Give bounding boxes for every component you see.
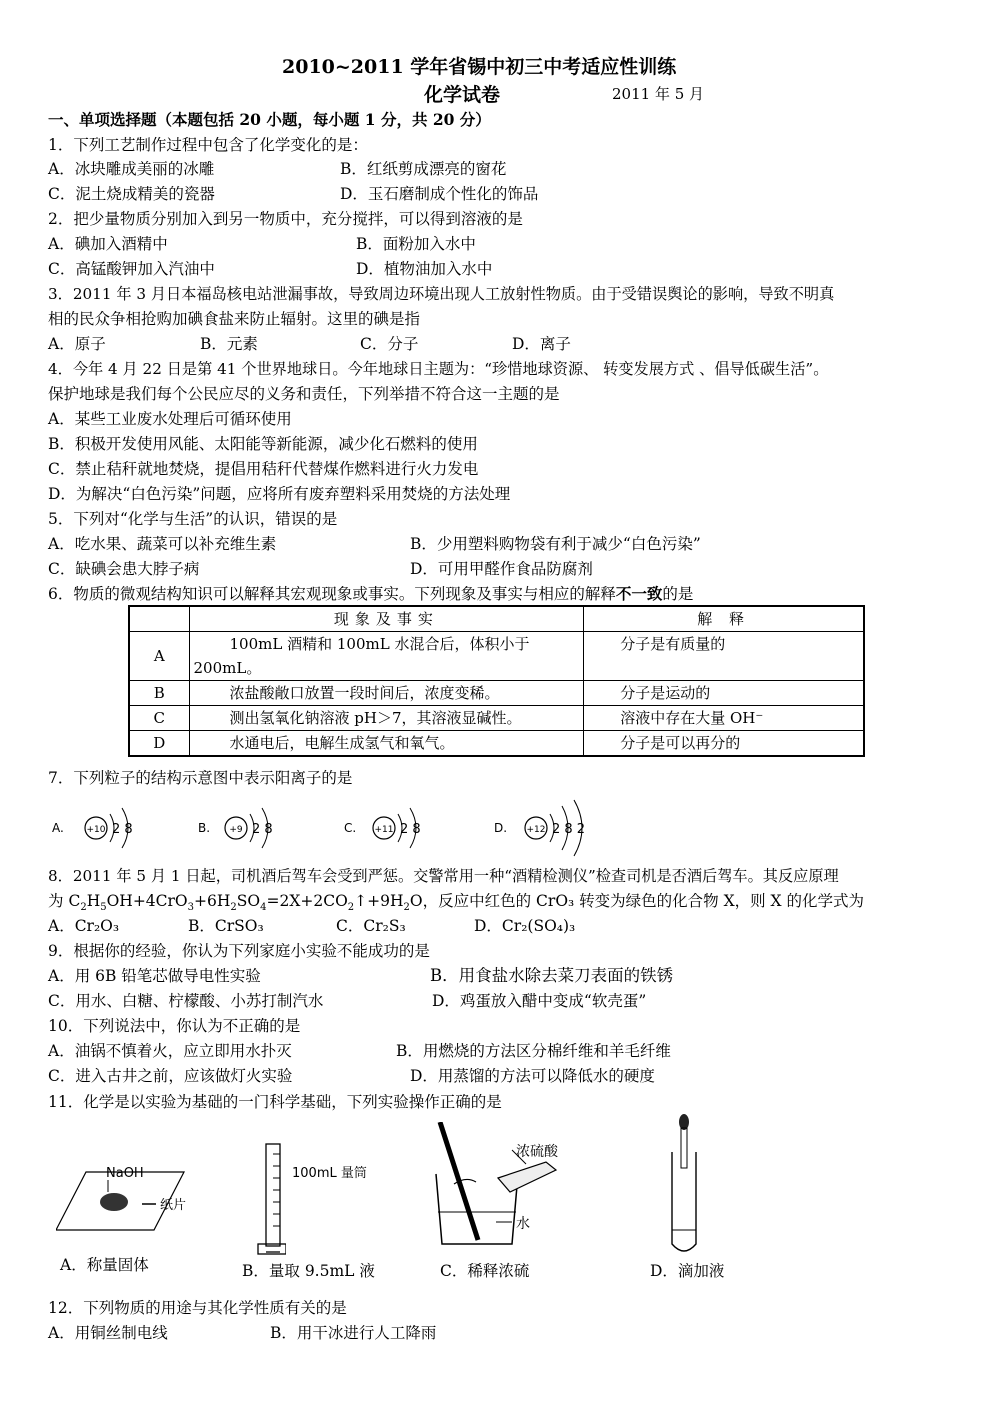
q12-option-b: B．用干冰进行人工降雨 bbox=[270, 1324, 437, 1342]
q11-naoh-label: NaOH bbox=[106, 1166, 144, 1181]
q3-option-d: D．离子 bbox=[512, 335, 571, 353]
q11-water-label: 水 bbox=[516, 1216, 530, 1232]
q1-option-d: D．玉石磨制成个性化的饰品 bbox=[340, 185, 539, 203]
q1-option-b: B．红纸剪成漂亮的窗花 bbox=[340, 160, 507, 178]
q6-stem bbox=[48, 584, 693, 604]
section-title: 一、单项选择题（本题包括 20 小题，每小题 1 分，共 20 分） bbox=[48, 110, 491, 129]
q8-option-d: D．Cr₂(SO₄)₃ bbox=[474, 917, 576, 935]
q10-option-d: D．用蒸馏的方法可以降低水的硬度 bbox=[410, 1067, 655, 1085]
q6-row-option: A bbox=[129, 632, 189, 681]
q3-stem-line1: 3．2011 年 3 月日本福岛核电站泄漏事故，导致周边环境出现人工放射性物质。由于受错误舆论的影响，导致不明真 bbox=[48, 285, 835, 303]
q11-option-b: B．量取 9.5mL 液 bbox=[242, 1262, 375, 1280]
acid-bottle bbox=[498, 1162, 556, 1192]
q7-option-b-charge: +9 bbox=[229, 825, 243, 835]
q11-option-d: D．滴加液 bbox=[650, 1262, 725, 1280]
q6-row-fact: 水通电后，电解生成氢气和氧气。 bbox=[189, 731, 584, 757]
q7-option-a-label: A. bbox=[52, 821, 64, 835]
q7-option-b-label: B. bbox=[198, 821, 211, 835]
q6-header-fact: 现象及事实 bbox=[189, 606, 584, 632]
q4-option-c: C．禁止秸秆就地焚烧，提倡用秸秆代替煤作燃料进行火力发电 bbox=[48, 460, 479, 478]
q7-option-c-charge: +11 bbox=[374, 825, 394, 835]
q11-figure-b-cylinder bbox=[256, 1140, 286, 1258]
q2-option-a: A．碘加入酒精中 bbox=[48, 235, 168, 253]
q7-atom-diagrams bbox=[40, 790, 620, 870]
q9-stem: 9．根据你的经验，你认为下列家庭小实验不能成功的是 bbox=[48, 942, 430, 960]
q6-row-d bbox=[129, 731, 864, 757]
q7-option-d-label: D. bbox=[494, 821, 508, 835]
q9-option-c: C．用水、白糖、柠檬酸、小苏打制汽水 bbox=[48, 992, 324, 1010]
q6-row-option: C bbox=[129, 706, 189, 731]
q10-option-b: B．用燃烧的方法区分棉纤维和羊毛纤维 bbox=[396, 1042, 671, 1060]
q11-option-a: A．称量固体 bbox=[60, 1256, 149, 1274]
q10-stem: 10．下列说法中，你认为不正确的是 bbox=[48, 1017, 301, 1035]
q11-acid-label: 浓硫酸 bbox=[516, 1144, 558, 1160]
q6-row-fact-line2: 200mL。 bbox=[193, 659, 262, 677]
q6-header-expl: 解 释 bbox=[584, 606, 864, 632]
q6-row-fact bbox=[189, 632, 584, 681]
q11-paper-label: 纸片 bbox=[160, 1198, 187, 1213]
q5-option-b: B．少用塑料购物袋有利于减少“白色污染” bbox=[410, 535, 701, 553]
title-line2: 化学试卷 bbox=[424, 84, 501, 106]
q4-stem-line1: 4．今年 4 月 22 日是第 41 个世界地球日。今年地球日主题为：“珍惜地球资源、 转变发展方式 、倡导低碳生活”。 bbox=[48, 360, 829, 378]
q3-option-b: B．元素 bbox=[200, 335, 258, 353]
q7-option-a-charge: +10 bbox=[86, 825, 106, 835]
q1-stem: 1．下列工艺制作过程中包含了化学变化的是： bbox=[48, 136, 368, 154]
q6-header-blank bbox=[129, 606, 189, 632]
q5-option-d: D．可用甲醛作食品防腐剂 bbox=[410, 560, 593, 578]
q11-stem: 11．化学是以实验为基础的一门科学基础，下列实验操作正确的是 bbox=[48, 1093, 502, 1111]
q6-row-expl: 分子是可以再分的 bbox=[584, 731, 864, 757]
q5-stem: 5．下列对“化学与生活”的认识，错误的是 bbox=[48, 510, 338, 528]
q6-row-expl: 溶液中存在大量 OH⁻ bbox=[584, 706, 864, 731]
q1-option-c: C．泥土烧成精美的瓷器 bbox=[48, 185, 215, 203]
q4-option-b: B．积极开发使用风能、太阳能等新能源，减少化石燃料的使用 bbox=[48, 435, 478, 453]
q2-option-d: D．植物油加入水中 bbox=[356, 260, 493, 278]
q6-stem-text: 6．物质的微观结构知识可以解释其宏观现象或事实。下列现象及事实与相应的解释 bbox=[48, 585, 616, 603]
q6-row-fact-line1: 100mL 酒精和 100mL 水混合后，体积小于 bbox=[229, 635, 530, 653]
q6-stem-emphasis: 不一致 bbox=[615, 584, 663, 603]
cylinder-body bbox=[266, 1144, 280, 1246]
dropper-tube bbox=[681, 1128, 687, 1168]
q6-row-option: B bbox=[129, 681, 189, 706]
q11-cylinder-label: 100mL 量筒 bbox=[292, 1166, 367, 1181]
q2-stem: 2．把少量物质分别加入到另一物质中，充分搅拌，可以得到溶液的是 bbox=[48, 210, 523, 228]
q9-option-a: A．用 6B 铅笔芯做导电性实验 bbox=[48, 967, 261, 985]
q7-option-c-electrons: 2 8 bbox=[400, 822, 421, 837]
q4-option-d: D．为解决“白色污染”问题，应将所有废弃塑料采用焚烧的方法处理 bbox=[48, 485, 511, 503]
q3-option-c: C．分子 bbox=[360, 335, 419, 353]
q5-option-c: C．缺碘会患大脖子病 bbox=[48, 560, 200, 578]
q12-stem: 12．下列物质的用途与其化学性质有关的是 bbox=[48, 1299, 347, 1317]
exam-date: 2011 年 5 月 bbox=[612, 85, 705, 103]
q8-stem-prefix: 为 bbox=[48, 892, 69, 910]
q9-option-d: D．鸡蛋放入醋中变成“软壳蛋” bbox=[432, 992, 647, 1010]
q8-stem-line2 bbox=[48, 891, 864, 918]
q7-stem: 7．下列粒子的结构示意图中表示阳离子的是 bbox=[48, 769, 353, 787]
q7-option-a-electrons: 2 8 bbox=[112, 822, 133, 837]
q7-option-d-charge: +12 bbox=[526, 825, 546, 835]
q12-option-a: A．用铜丝制电线 bbox=[48, 1324, 168, 1342]
q6-row-b bbox=[129, 681, 864, 706]
q5-option-a: A．吃水果、蔬菜可以补充维生素 bbox=[48, 535, 277, 553]
q11-option-c: C．稀释浓硫 bbox=[440, 1262, 530, 1280]
q6-row-a bbox=[129, 632, 864, 681]
q8-equation: $C_2H_5OH+4CrO_3+6H_2SO_4=2X+2CO_2↑+9H_2O$ bbox=[68, 892, 423, 914]
q10-option-a: A．油锅不慎着火，应立即用水扑灭 bbox=[48, 1042, 292, 1060]
q2-option-c: C．高锰酸钾加入汽油中 bbox=[48, 260, 215, 278]
q7-option-d-electrons: 2 8 2 bbox=[552, 822, 586, 837]
q6-table bbox=[128, 605, 865, 757]
test-tube bbox=[672, 1152, 696, 1251]
q10-option-c: C．进入古井之前，应该做灯火实验 bbox=[48, 1067, 293, 1085]
naoh-solid-pile bbox=[100, 1193, 128, 1211]
q6-row-expl: 分子是运动的 bbox=[584, 681, 864, 706]
q6-stem-end: 的是 bbox=[662, 585, 694, 603]
q4-stem-line2: 保护地球是我们每个公民应尽的义务和责任，下列举措不符合这一主题的是 bbox=[48, 385, 560, 403]
q8-stem-suffix: ，反应中红色的 CrO₃ 转变为绿色的化合物 X，则 X 的化学式为 bbox=[422, 892, 865, 910]
q6-table-header bbox=[129, 606, 864, 632]
q8-option-b: B．CrSO₃ bbox=[188, 917, 264, 935]
q2-option-b: B．面粉加入水中 bbox=[356, 235, 476, 253]
q6-row-option: D bbox=[129, 731, 189, 757]
q6-row-expl: 分子是有质量的 bbox=[584, 632, 864, 681]
q4-option-a: A．某些工业废水处理后可循环使用 bbox=[48, 410, 292, 428]
q3-stem-line2: 相的民众争相抢购加碘食盐来防止辐射。这里的碘是指 bbox=[48, 310, 421, 328]
q8-option-a: A．Cr₂O₃ bbox=[48, 917, 120, 935]
q1-option-a: A．冰块雕成美丽的冰雕 bbox=[48, 160, 215, 178]
q6-row-fact: 浓盐酸敞口放置一段时间后，浓度变稀。 bbox=[189, 681, 584, 706]
title-line1: 2010~2011 学年省锡中初三中考适应性训练 bbox=[282, 56, 677, 78]
q8-stem-line1: 8．2011 年 5 月 1 日起，司机酒后驾车会受到严惩。交警常用一种“酒精检测仪”检查司机是否酒后驾车。其反应原理 bbox=[48, 867, 839, 885]
q8-option-c: C．Cr₂S₃ bbox=[336, 917, 406, 935]
q6-row-fact: 测出氢氧化钠溶液 pH＞7，其溶液显碱性。 bbox=[189, 706, 584, 731]
q9-option-b: B．用食盐水除去菜刀表面的铁锈 bbox=[430, 966, 674, 985]
q11-figure-d-dropper bbox=[664, 1112, 704, 1262]
q7-option-c-label: C. bbox=[344, 821, 357, 835]
q3-option-a: A．原子 bbox=[48, 335, 106, 353]
cylinder-graduations bbox=[273, 1154, 280, 1226]
q7-option-b-electrons: 2 8 bbox=[252, 822, 273, 837]
q6-row-c bbox=[129, 706, 864, 731]
